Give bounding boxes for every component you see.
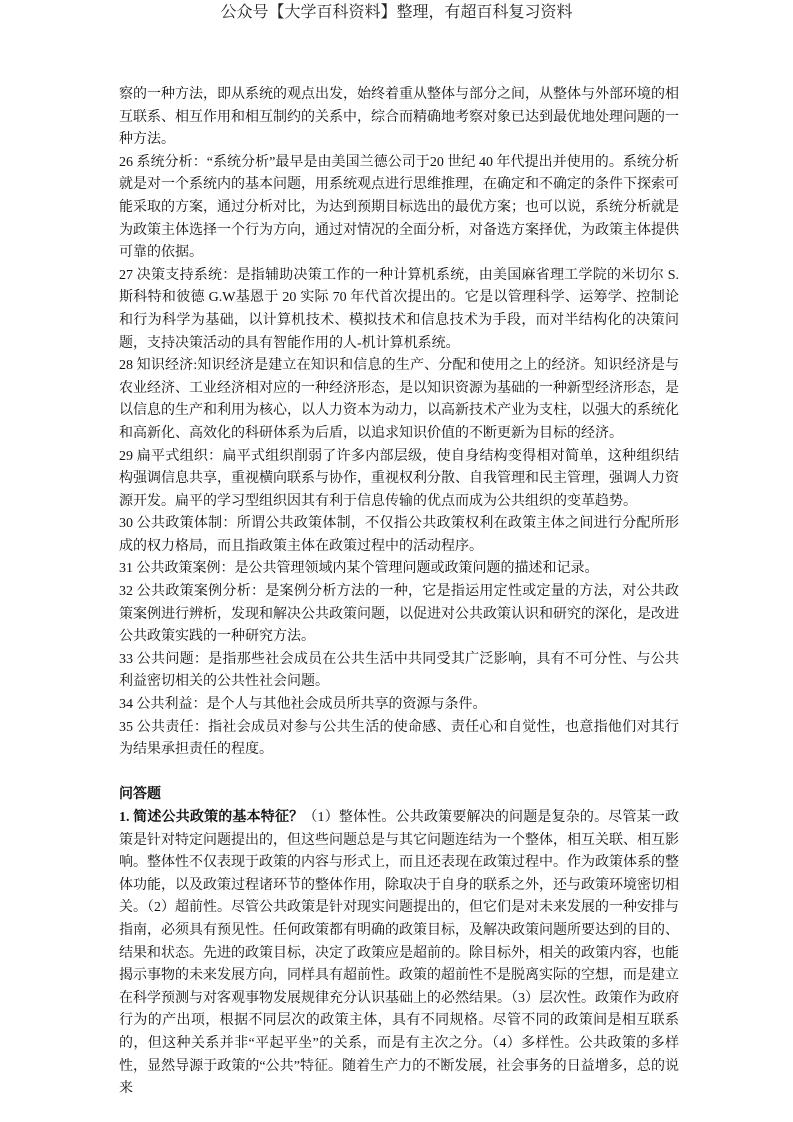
term-28: 28 知识经济:知识经济是建立在知识和信息的生产、分配和使用之上的经济。知识经济是与农业经济、工业经济相对应的一种经济形态，是以知识资源为基础的一种新型经济形态，是以信息的生产和利用为核心，以人力资本为动力，以高新技术产业为支柱，以强大的系统化和高新化、高效化的科研体系为后盾，以追求知识价值的不断更新为目标的经济。 xyxy=(119,358,679,441)
term-33: 33 公共问题：是指那些社会成员在公共生活中共同受其广泛影响，具有不可分性、与公共利益密切相关的公共性社会问题。 xyxy=(119,651,679,690)
question-title: 1. 简述公共政策的基本特征？ xyxy=(119,810,304,825)
page-header: 公众号【大学百科资料】整理，有超百科复习资料 xyxy=(220,4,573,21)
question-1 xyxy=(119,807,679,1101)
question-answer: （1）整体性。公共政策要解决的问题是复杂的。尽管某一政策是针对特定问题提出的，但这些问题总是与其它问题连结为一个整体，相互关联、相互影响。整体性不仅表现于政策的内容与形式上，而且还表现在政策过程中。作为政策体系的整体功能，以及政策过程诸环节的整体作用，除取决于自身的联系之外，还与政策环境密切相关。（2）超前性。尽管公共政策是针对现实问题提出的，但它们是对未来发展的一种安排与指南，必须具有预见性。任何政策都有明确的政策目标，及解决政策问题所要达到的目的、结果和状态。先进的政策目标，决定了政策应是超前的。除目标外，相关的政策内容，也能揭示事物的未来发展方向，同样具有超前性。政策的超前性不是脱离实际的空想，而是建立在科学预测与对客观事物发展规律充分认识基础上的必然结果。（3）层次性。政策作为政府行为的产出项，根据不同层次的政策主体，具有不同规格。尽管不同的政策间是相互联系的，但这种关系并非“平起平坐”的关系，而是有主次之分。（4）多样性。公共政策的多样性，显然导源于政策的“公共”特征。随着生产力的不断发展，社会事务的日益增多，总的说来 xyxy=(119,810,680,1097)
document-body xyxy=(119,84,679,1101)
term-27: 27 决策支持系统：是指辅助决策工作的一种计算机系统，由美国麻省理工学院的米切尔 S.斯科特和彼德 G.W基恩于 20 实际 70 年代首次提出的。它是以管理科学、运筹学、控制论和行为科学为基础，以计算机技术、模拟技术和信息技术为手段，而对半结构化的决策问题，支持决策活动的具有智能作用的人-机计算机系统。 xyxy=(119,267,679,351)
term-31: 31 公共政策案例：是公共管理领域内某个管理问题或政策问题的描述和记录。 xyxy=(119,561,599,577)
term-30: 30 公共政策体制：所谓公共政策体制，不仅指公共政策权利在政策主体之间进行分配所形成的权力格局，而且指政策主体在政策过程中的活动程序。 xyxy=(119,516,679,554)
term-35: 35 公共责任：指社会成员对参与公共生活的使命感、责任心和自觉性，也意指他们对其行为结果承担责任的程度。 xyxy=(119,719,679,758)
section-title: 问答题 xyxy=(119,787,161,803)
term-32: 32 公共政策案例分析：是案例分析方法的一种，它是指运用定性或定量的方法，对公共政策案例进行辨析，发现和解决公共政策问题，以促进对公共政策认识和研究的深化，是改进公共政策实践的一种研究方法。 xyxy=(119,584,679,645)
term-34: 34 公共利益：是个人与其他社会成员所共享的资源与条件。 xyxy=(119,697,487,713)
term-29: 29 扁平式组织：扁平式组织削弱了许多内部层级，使自身结构变得相对简单，这种组织结构强调信息共享，重视横向联系与协作，重视权利分散、自我管理和民主管理，强调人力资源开发。扁平的学习型组织因其有利于信息传输的优点而成为公共组织的变革趋势。 xyxy=(119,448,679,509)
paragraph-continuation: 察的一种方法，即从系统的观点出发，始终着重从整体与部分之间，从整体与外部环境的相互联系、相互作用和相互制约的关系中，综合而精确地考察对象已达到最优地处理问题的一种方法。 xyxy=(119,87,679,148)
term-26: 26 系统分析：“系统分析”最早是由美国兰德公司于20 世纪 40 年代提出并使用的。系统分析就是对一个系统内的基本问题，用系统观点进行思维推理，在确定和不确定的条件下探索可能采取的方案，通过分析对比，为达到预期目标选出的最优方案；也可以说，系统分析就是为政策主体选择一个行为方向，通过对情况的全面分析，对备选方案择优，为政策主体提供可靠的依据。 xyxy=(119,154,679,261)
